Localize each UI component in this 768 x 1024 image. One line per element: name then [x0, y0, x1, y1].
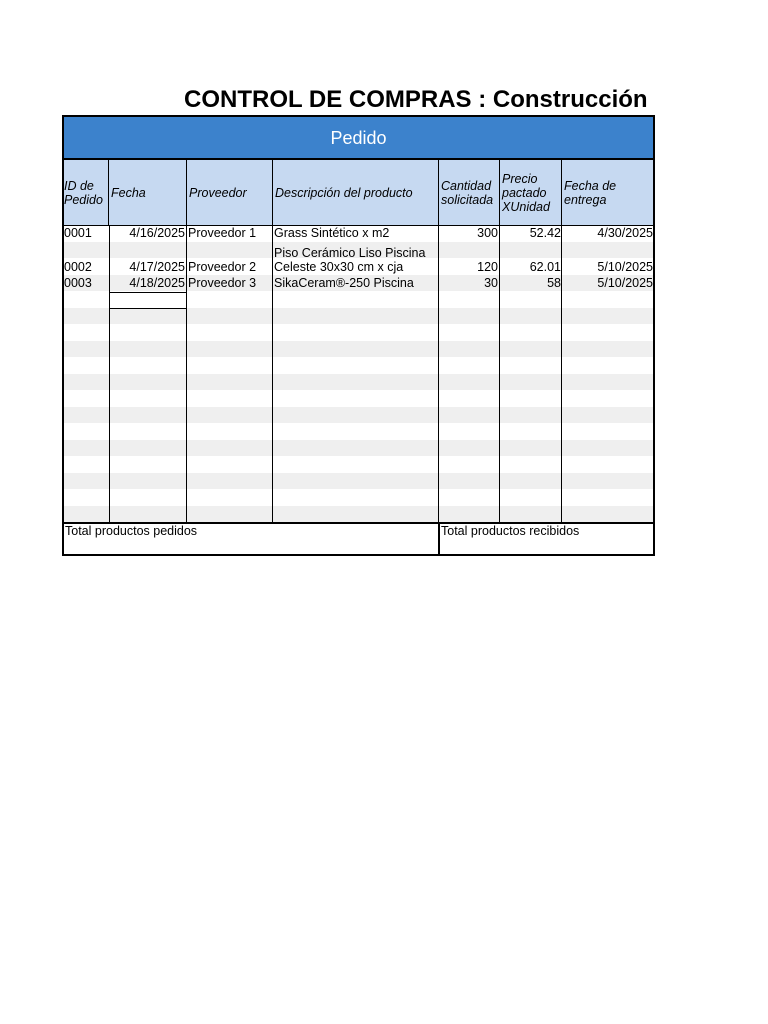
- col-header-id[interactable]: ID de Pedido: [62, 160, 109, 225]
- table-row-1-precio[interactable]: 52.42: [529, 226, 561, 240]
- table-row-2-cantidad[interactable]: 120: [477, 260, 498, 274]
- purchase-table: [62, 115, 655, 556]
- sheet-title-text: CONTROL DE COMPRAS : Construcción: [184, 86, 648, 113]
- table-row-3-precio[interactable]: 58: [547, 276, 561, 290]
- col-header-proveedor[interactable]: Proveedor: [187, 160, 273, 225]
- sheet-title: [0, 86, 655, 116]
- table-row-1-fecha[interactable]: 4/16/2025: [129, 226, 185, 240]
- table-row-3-fecha[interactable]: 4/18/2025: [129, 276, 185, 290]
- table-row-2-precio[interactable]: 62.01: [529, 260, 561, 274]
- col-header-cantidad[interactable]: Cantidad solicitada: [439, 160, 500, 225]
- table-row-2-proveedor[interactable]: Proveedor 2: [188, 260, 257, 274]
- total-recibidos-label: Total productos recibidos: [441, 524, 580, 538]
- table-row-1-proveedor[interactable]: Proveedor 1: [188, 226, 257, 240]
- col-header-descripcion[interactable]: Descripción del producto: [273, 160, 439, 225]
- table-row-2-fecha[interactable]: 4/17/2025: [129, 260, 185, 274]
- table-row-2-id[interactable]: 0002: [64, 260, 92, 274]
- table-row-3-descripcion[interactable]: SikaCeram®-250 Piscina: [274, 276, 414, 290]
- table-row-1-cantidad[interactable]: 300: [477, 226, 498, 240]
- table-row-2-descripcion-line1[interactable]: Piso Cerámico Liso Piscina: [274, 246, 426, 260]
- table-row-1-descripcion[interactable]: Grass Sintético x m2: [274, 226, 390, 240]
- col-header-precio[interactable]: Precio pactado XUnidad: [500, 160, 562, 225]
- table-row-2-descripcion-line2[interactable]: Celeste 30x30 cm x cja: [274, 260, 404, 274]
- table-row-3-id[interactable]: 0003: [64, 276, 92, 290]
- table-row-2-entrega[interactable]: 5/10/2025: [597, 260, 653, 274]
- col-header-fecha[interactable]: Fecha: [109, 160, 187, 225]
- table-row-1-id[interactable]: 0001: [64, 226, 92, 240]
- table-row-1-entrega[interactable]: 4/30/2025: [597, 226, 653, 240]
- total-productos-pedidos[interactable]: [62, 522, 440, 556]
- section-header-pedido: Pedido: [62, 115, 655, 160]
- table-row-3-cantidad[interactable]: 30: [484, 276, 498, 290]
- table-row-3-proveedor[interactable]: Proveedor 3: [188, 276, 257, 290]
- total-pedidos-label: Total productos pedidos: [65, 524, 198, 538]
- total-productos-recibidos[interactable]: [438, 522, 655, 556]
- table-row-3-entrega[interactable]: 5/10/2025: [597, 276, 653, 290]
- col-header-entrega[interactable]: Fecha de entrega: [562, 160, 655, 225]
